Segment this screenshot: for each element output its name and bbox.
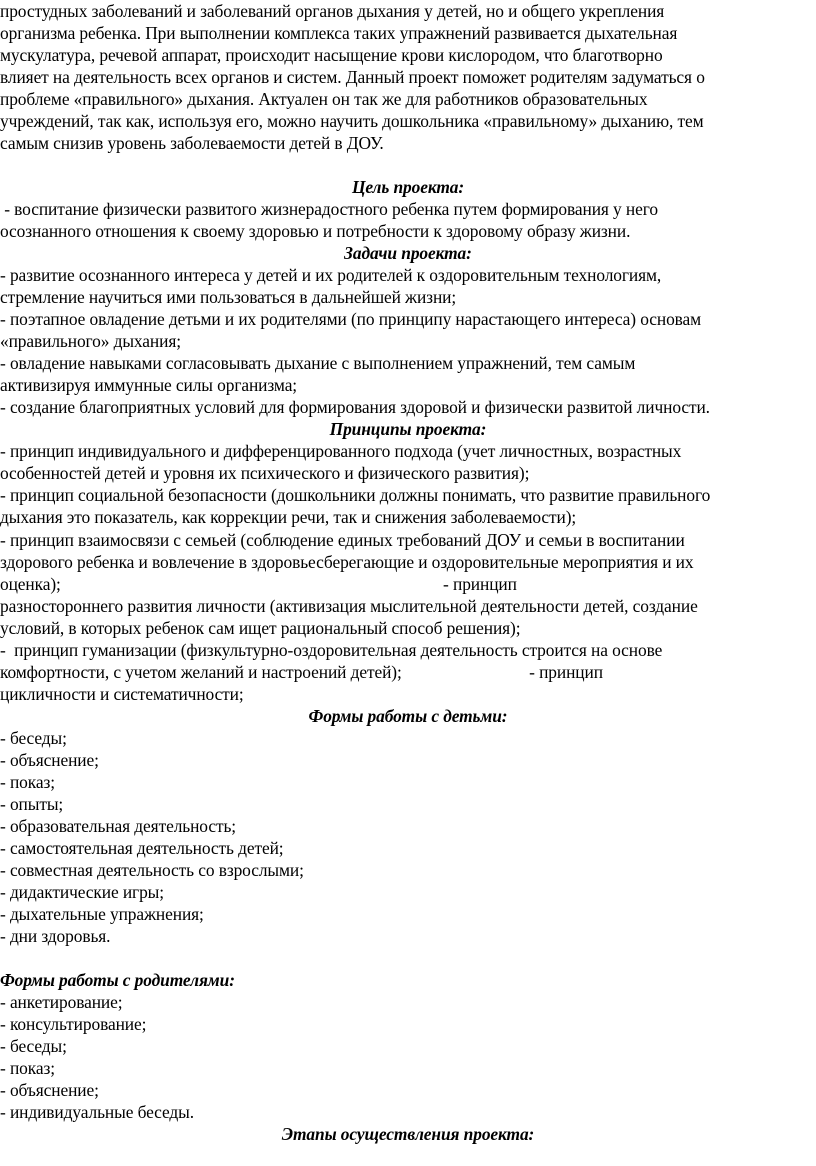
children-form-item: - беседы;: [0, 727, 67, 748]
task-line: - овладение навыками согласовывать дыхание с выполнением упражнений, тем самым: [0, 353, 636, 374]
children-form-item: - дыхательные упражнения;: [0, 903, 204, 924]
intro-line: самым снизив уровень заболеваемости детей в ДОУ.: [0, 133, 384, 154]
children-form-item: - дни здоровья.: [0, 925, 111, 946]
parents-forms-heading: Формы работы с родителями:: [0, 969, 235, 990]
stages-heading: Этапы осуществления проекта:: [281, 1124, 535, 1144]
task-line: «правильного» дыхания;: [0, 331, 181, 352]
parents-form-item: - консультирование;: [0, 1013, 147, 1034]
intro-line: простудных заболеваний и заболеваний органов дыхания у детей, но и общего укрепления: [0, 1, 665, 21]
tasks-heading: Задачи проекта:: [344, 243, 472, 264]
task-line: - поэтапное овладение детьми и их родителями (по принципу нарастающего интереса) основам: [0, 309, 702, 330]
intro-line: проблеме «правильного» дыхания. Актуален он так же для работников образовательных: [0, 89, 648, 110]
parents-form-item: - индивидуальные беседы.: [0, 1102, 194, 1122]
principle-line: - принцип гуманизации (физкультурно-оздоровительная деятельность строится на основе: [0, 639, 663, 660]
intro-line: организма ребенка. При выполнении комплекса таких упражнений развивается дыхательная: [0, 23, 678, 43]
parents-form-item: - показ;: [0, 1057, 55, 1078]
principle-line: - принцип взаимосвязи с семьей (соблюдение единых требований ДОУ и семьи в воспитании: [0, 529, 685, 550]
intro-line: мускулатура, речевой аппарат, происходит насыщение крови кислородом, что благотворно: [0, 45, 663, 65]
children-form-item: - показ;: [0, 771, 55, 792]
principle-line: - принцип индивидуального и дифференцированного подхода (учет личностных, возрастных: [0, 441, 682, 462]
task-line: стремление научиться ими пользоваться в дальнейшей жизни;: [0, 287, 457, 308]
principle-line: комфортности, с учетом желаний и настроений детей); - принцип: [0, 661, 603, 682]
principle-line: дыхания это показатель, как коррекции речи, так и снижения заболеваемости);: [0, 507, 577, 528]
parents-form-item: - анкетирование;: [0, 991, 123, 1012]
children-forms-heading: Формы работы с детьми:: [308, 705, 508, 726]
task-line: - создание благоприятных условий для формирования здоровой и физически развитой личности.: [0, 397, 710, 418]
children-form-item: - совместная деятельность со взрослыми;: [0, 859, 304, 880]
goal-heading: Цель проекта:: [351, 177, 465, 198]
principle-line: оценка); - принцип: [0, 573, 517, 594]
intro-line: учреждений, так как, используя его, можно научить дошкольника «правильному» дыханию, тем: [0, 111, 704, 132]
principles-heading: Принципы проекта:: [329, 419, 487, 440]
children-form-item: - образовательная деятельность;: [0, 815, 237, 836]
children-form-item: - опыты;: [0, 793, 64, 814]
parents-form-item: - беседы;: [0, 1035, 67, 1056]
goal-line: - воспитание физически развитого жизнерадостного ребенка путем формирования у него: [0, 199, 658, 220]
principle-line: особенностей детей и уровня их психического и физического развития);: [0, 463, 530, 484]
principle-line: здорового ребенка и вовлечение в здоровьесберегающие и оздоровительные мероприятия и их: [0, 551, 694, 572]
children-form-item: - самостоятельная деятельность детей;: [0, 837, 284, 858]
parents-form-item: - объяснение;: [0, 1079, 99, 1100]
principle-line: - принцип социальной безопасности (дошкольники должны понимать, что развитие правильного: [0, 485, 711, 506]
principle-line: разностороннего развития личности (активизация мыслительной деятельности детей, создание: [0, 595, 698, 616]
children-form-item: - объяснение;: [0, 749, 99, 770]
principle-line: цикличности и систематичности;: [0, 683, 244, 704]
children-form-item: - дидактические игры;: [0, 881, 164, 902]
goal-line: осознанного отношения к своему здоровью и потребности к здоровому образу жизни.: [0, 221, 631, 242]
task-line: - развитие осознанного интереса у детей и их родителей к оздоровительным технологиям,: [0, 265, 662, 286]
task-line: активизируя иммунные силы организма;: [0, 375, 298, 396]
principle-line: условий, в которых ребенок сам ищет рациональный способ решения);: [0, 617, 521, 638]
intro-line: влияет на деятельность всех органов и систем. Данный проект поможет родителям задуматься о: [0, 67, 705, 88]
